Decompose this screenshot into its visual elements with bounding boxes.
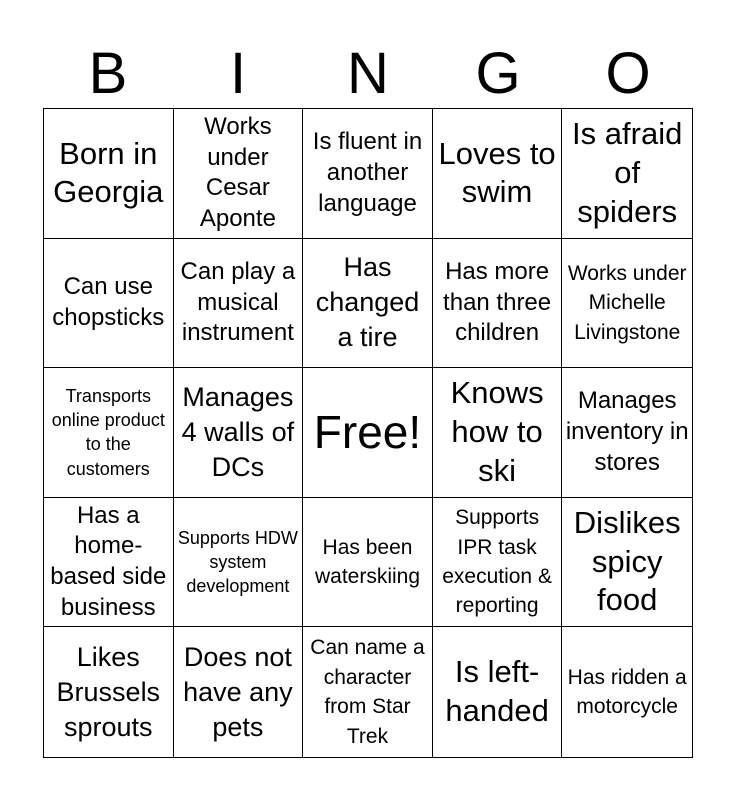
cell-text: Can play a musical instrument (180, 257, 296, 347)
cell-text: Transports online product to the customers (51, 385, 165, 479)
bingo-cell[interactable] (562, 109, 692, 239)
bingo-cell[interactable] (303, 109, 433, 239)
bingo-cell[interactable] (174, 498, 304, 628)
bingo-cell[interactable] (174, 627, 304, 757)
bingo-cell[interactable] (562, 498, 692, 628)
cell-text: Knows how to ski (450, 375, 544, 488)
cell-text: Manages inventory in stores (565, 387, 689, 476)
bingo-cell[interactable] (174, 368, 304, 498)
bingo-cell[interactable] (433, 368, 563, 498)
bingo-header (43, 40, 693, 108)
bingo-cell[interactable] (44, 239, 174, 369)
cell-text: Does not have any pets (183, 641, 293, 742)
bingo-cell[interactable] (174, 109, 304, 239)
bingo-cell[interactable] (433, 109, 563, 239)
bingo-cell[interactable] (562, 239, 692, 369)
bingo-cell[interactable] (44, 109, 174, 239)
bingo-cell[interactable] (433, 627, 563, 757)
bingo-cell[interactable] (562, 627, 692, 757)
cell-text: Has a home-based side business (50, 501, 167, 621)
bingo-cell[interactable] (433, 239, 563, 369)
bingo-cell[interactable] (303, 498, 433, 628)
cell-text: Loves to swim (438, 135, 556, 210)
free-space[interactable] (303, 368, 433, 498)
cell-text: Born in Georgia (53, 135, 164, 210)
header-letter-i: I (229, 41, 247, 106)
bingo-cell[interactable] (303, 239, 433, 369)
cell-text: Supports HDW system development (177, 527, 298, 597)
cell-text: Is afraid of spiders (572, 116, 683, 229)
cell-text: Can use chopsticks (52, 273, 165, 331)
cell-text: Likes Brussels sprouts (56, 641, 161, 742)
bingo-cell[interactable] (44, 498, 174, 628)
bingo-board (43, 108, 693, 758)
cell-text: Supports IPR task execution & reporting (442, 506, 552, 618)
cell-text: Has more than three children (443, 257, 552, 347)
bingo-cell[interactable] (174, 239, 304, 369)
bingo-cell[interactable] (44, 627, 174, 757)
header-letter-g: G (475, 41, 521, 106)
cell-text: Has changed a tire (315, 252, 420, 353)
cell-text: Is fluent in another language (312, 128, 423, 217)
cell-text: Has been waterskiing (314, 535, 421, 589)
cell-text: Works under Michelle Livingstone (567, 261, 687, 344)
header-letter-b: B (88, 41, 128, 106)
cell-text: Works under Cesar Aponte (199, 112, 276, 233)
header-letter-o: O (605, 41, 651, 106)
cell-text: Free! (313, 406, 422, 459)
bingo-cell[interactable] (562, 368, 692, 498)
cell-text: Can name a character from Star Trek (310, 636, 425, 748)
bingo-cell[interactable] (303, 627, 433, 757)
cell-text: Is left-handed (445, 654, 549, 729)
bingo-cell[interactable] (433, 498, 563, 628)
header-letter-n: N (347, 41, 389, 106)
bingo-cell[interactable] (44, 368, 174, 498)
cell-text: Manages 4 walls of DCs (181, 381, 295, 483)
cell-text: Has ridden a motorcycle (567, 665, 687, 719)
cell-text: Dislikes spicy food (573, 504, 681, 618)
